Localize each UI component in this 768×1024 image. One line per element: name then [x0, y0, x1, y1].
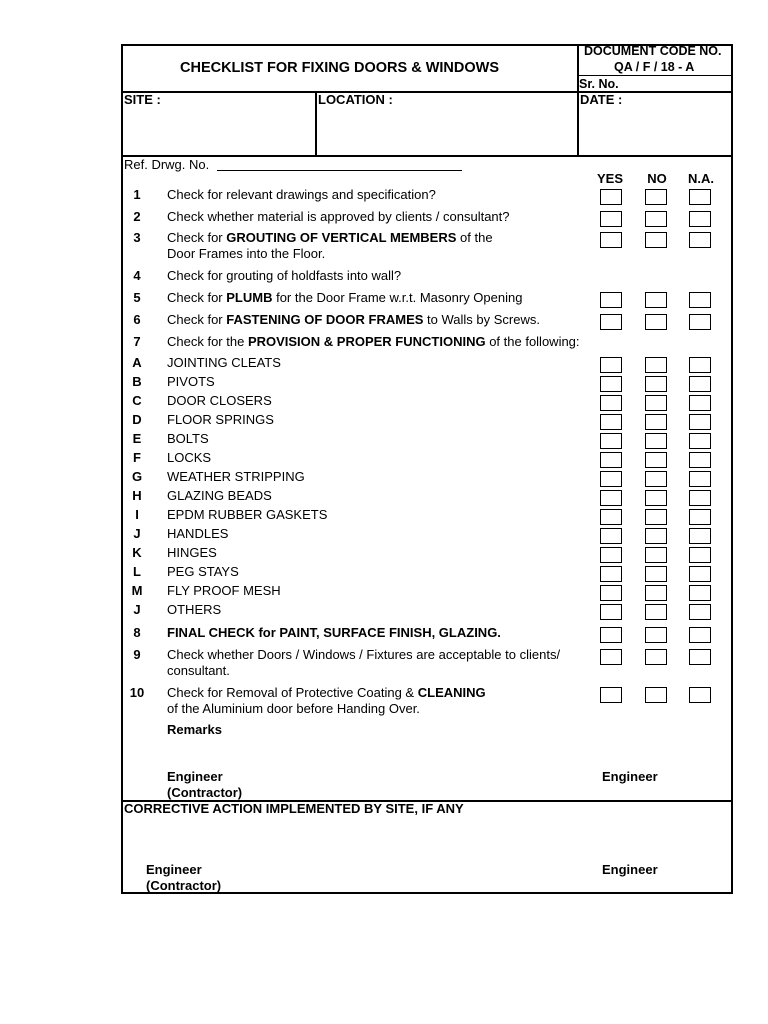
sub-item-8-checkbox-na[interactable]	[689, 509, 711, 525]
item-8-checkbox-na[interactable]	[689, 627, 711, 643]
question-text: Check for the	[167, 334, 248, 349]
sub-item-label: FLY PROOF MESH	[167, 583, 281, 598]
corrective-client-engineer-title: Engineer	[602, 862, 658, 877]
item-number: 8	[133, 625, 141, 640]
item-number: A	[132, 355, 142, 370]
sub-item-4-checkbox-no[interactable]	[645, 433, 667, 449]
item-3-checkbox-yes[interactable]	[600, 232, 622, 248]
item-9-checkbox-no[interactable]	[645, 649, 667, 665]
question-text: PROVISION & PROPER FUNCTIONING	[247, 334, 486, 349]
site-divider	[315, 91, 317, 156]
sub-item-3-checkbox-na[interactable]	[689, 414, 711, 430]
location-label: LOCATION :	[318, 92, 393, 107]
item-5-checkbox-no[interactable]	[645, 292, 667, 308]
item-number: 3	[133, 230, 141, 245]
item-number: B	[132, 374, 142, 389]
sub-item-10-checkbox-no[interactable]	[645, 547, 667, 563]
corrective-contractor-engineer-title: Engineer	[146, 862, 202, 877]
sub-item-4-checkbox-yes[interactable]	[600, 433, 622, 449]
item-question	[167, 290, 522, 306]
sub-item-7-checkbox-yes[interactable]	[600, 490, 622, 506]
sub-item-5-checkbox-no[interactable]	[645, 452, 667, 468]
sub-item-label: BOLTS	[167, 431, 209, 446]
header-bottom-line	[121, 91, 733, 93]
question-text-continued: Door Frames into the Floor.	[167, 246, 326, 261]
question-text: Check for	[167, 230, 227, 245]
sub-item-13-checkbox-no[interactable]	[645, 604, 667, 620]
item-1-checkbox-yes[interactable]	[600, 189, 622, 205]
sub-item-10-checkbox-na[interactable]	[689, 547, 711, 563]
ref-drawing-field[interactable]	[217, 158, 462, 171]
item-2-checkbox-na[interactable]	[689, 211, 711, 227]
item-10-checkbox-na[interactable]	[689, 687, 711, 703]
item-number: H	[132, 488, 142, 503]
item-9-checkbox-na[interactable]	[689, 649, 711, 665]
item-number: M	[131, 583, 143, 598]
date-label: DATE :	[580, 92, 623, 107]
item-question	[167, 647, 560, 679]
sr-no-label: Sr. No.	[579, 77, 619, 91]
corrective-contractor-engineer-sub: (Contractor)	[146, 878, 222, 893]
item-number: F	[133, 450, 141, 465]
contractor-engineer-title: Engineer	[167, 769, 223, 784]
sub-item-13-checkbox-na[interactable]	[689, 604, 711, 620]
item-9-checkbox-yes[interactable]	[600, 649, 622, 665]
site-label: SITE :	[124, 92, 161, 107]
question-text: Check for relevant drawings and specification?	[167, 187, 436, 202]
item-6-checkbox-na[interactable]	[689, 314, 711, 330]
sub-item-9-checkbox-na[interactable]	[689, 528, 711, 544]
item-question	[167, 685, 486, 717]
sub-item-2-checkbox-yes[interactable]	[600, 395, 622, 411]
sub-item-3-checkbox-yes[interactable]	[600, 414, 622, 430]
sub-item-9-checkbox-no[interactable]	[645, 528, 667, 544]
sub-item-5-checkbox-na[interactable]	[689, 452, 711, 468]
sub-item-9-checkbox-yes[interactable]	[600, 528, 622, 544]
corrective-action-label: CORRECTIVE ACTION IMPLEMENTED BY SITE, IF ANY	[124, 801, 464, 816]
item-8-checkbox-no[interactable]	[645, 627, 667, 643]
sub-item-0-checkbox-na[interactable]	[689, 357, 711, 373]
contractor-engineer-sub: (Contractor)	[167, 785, 243, 800]
item-10-checkbox-yes[interactable]	[600, 687, 622, 703]
item-number: G	[131, 469, 143, 484]
sub-item-label: WEATHER STRIPPING	[167, 469, 305, 484]
sub-item-11-checkbox-no[interactable]	[645, 566, 667, 582]
item-question	[167, 230, 493, 262]
sub-item-4-checkbox-na[interactable]	[689, 433, 711, 449]
item-2-checkbox-no[interactable]	[645, 211, 667, 227]
item-number: C	[132, 393, 142, 408]
sub-item-label: FLOOR SPRINGS	[167, 412, 274, 427]
item-number: J	[133, 602, 141, 617]
sub-item-label: PEG STAYS	[167, 564, 239, 579]
sub-item-11-checkbox-yes[interactable]	[600, 566, 622, 582]
item-question	[167, 187, 436, 203]
sub-item-3-checkbox-no[interactable]	[645, 414, 667, 430]
remarks-label: Remarks	[167, 722, 222, 737]
ref-drawing-label: Ref. Drwg. No.	[124, 157, 210, 172]
question-text: of the following:	[485, 334, 580, 349]
item-8-checkbox-yes[interactable]	[600, 627, 622, 643]
question-text-continued: of the Aluminium door before Handing Over.	[167, 701, 420, 716]
question-text: to Walls by Screws.	[423, 312, 540, 327]
item-number: 2	[133, 209, 141, 224]
item-number: 9	[133, 647, 141, 662]
sub-item-5-checkbox-yes[interactable]	[600, 452, 622, 468]
item-number: 7	[133, 334, 141, 349]
item-number: 5	[133, 290, 141, 305]
sub-item-8-checkbox-no[interactable]	[645, 509, 667, 525]
item-question	[167, 268, 401, 284]
question-text: Check for	[167, 290, 227, 305]
question-text: Check for grouting of holdfasts into wall?	[167, 268, 402, 283]
sub-item-label: PIVOTS	[167, 374, 215, 389]
sub-item-2-checkbox-na[interactable]	[689, 395, 711, 411]
item-1-checkbox-na[interactable]	[689, 189, 711, 205]
item-2-checkbox-yes[interactable]	[600, 211, 622, 227]
sub-item-label: HINGES	[167, 545, 217, 560]
item-number: 10	[129, 685, 145, 700]
sub-item-2-checkbox-no[interactable]	[645, 395, 667, 411]
column-no: NO	[647, 171, 667, 186]
item-number: J	[133, 526, 141, 541]
item-5-checkbox-yes[interactable]	[600, 292, 622, 308]
question-text: Check whether Doors / Windows / Fixtures are acceptable to clients/	[167, 647, 561, 662]
sub-item-label: DOOR CLOSERS	[167, 393, 272, 408]
sub-item-7-checkbox-na[interactable]	[689, 490, 711, 506]
sub-item-11-checkbox-na[interactable]	[689, 566, 711, 582]
item-10-checkbox-no[interactable]	[645, 687, 667, 703]
sub-item-label: EPDM RUBBER GASKETS	[167, 507, 328, 522]
sub-item-6-checkbox-na[interactable]	[689, 471, 711, 487]
client-engineer-title: Engineer	[602, 769, 658, 784]
column-yes: YES	[596, 171, 623, 186]
item-number: E	[132, 431, 142, 446]
sub-item-7-checkbox-no[interactable]	[645, 490, 667, 506]
item-3-checkbox-no[interactable]	[645, 232, 667, 248]
item-6-checkbox-yes[interactable]	[600, 314, 622, 330]
question-text-continued: consultant.	[167, 663, 230, 678]
item-question	[167, 625, 501, 641]
doc-code-separator	[577, 75, 733, 76]
item-1-checkbox-no[interactable]	[645, 189, 667, 205]
column-na: N.A.	[688, 171, 714, 186]
item-question	[167, 209, 510, 225]
question-text: GROUTING OF VERTICAL MEMBERS	[226, 230, 457, 245]
sub-item-label: OTHERS	[167, 602, 222, 617]
item-number: D	[132, 412, 142, 427]
sub-item-label: LOCKS	[167, 450, 212, 465]
sub-item-10-checkbox-yes[interactable]	[600, 547, 622, 563]
sub-item-12-checkbox-yes[interactable]	[600, 585, 622, 601]
sub-item-0-checkbox-yes[interactable]	[600, 357, 622, 373]
sub-item-1-checkbox-na[interactable]	[689, 376, 711, 392]
question-text: Check for Removal of Protective Coating &	[167, 685, 418, 700]
question-text: FINAL CHECK for PAINT, SURFACE FINISH, GLAZING.	[167, 625, 501, 640]
sub-item-label: JOINTING CLEATS	[167, 355, 281, 370]
question-text: PLUMB	[226, 290, 273, 305]
question-text: Check whether material is approved by clients / consultant?	[167, 209, 510, 224]
item-number: K	[132, 545, 142, 560]
item-number: 4	[133, 268, 141, 283]
sub-item-6-checkbox-yes[interactable]	[600, 471, 622, 487]
item-number: 1	[133, 187, 141, 202]
item-6-checkbox-no[interactable]	[645, 314, 667, 330]
sub-item-1-checkbox-no[interactable]	[645, 376, 667, 392]
sub-item-label: GLAZING BEADS	[167, 488, 272, 503]
item-question	[167, 312, 540, 328]
item-number: I	[135, 507, 139, 522]
sub-item-1-checkbox-yes[interactable]	[600, 376, 622, 392]
site-bottom-line	[121, 155, 733, 157]
sub-item-12-checkbox-na[interactable]	[689, 585, 711, 601]
sub-item-12-checkbox-no[interactable]	[645, 585, 667, 601]
item-number: 6	[133, 312, 141, 327]
header-divider	[577, 44, 579, 156]
sub-item-6-checkbox-no[interactable]	[645, 471, 667, 487]
item-question	[167, 334, 580, 350]
form-title: CHECKLIST FOR FIXING DOORS & WINDOWS	[180, 60, 499, 76]
sub-item-0-checkbox-no[interactable]	[645, 357, 667, 373]
item-5-checkbox-na[interactable]	[689, 292, 711, 308]
question-text: Check for	[167, 312, 227, 327]
question-text: for the Door Frame w.r.t. Masonry Opening	[272, 290, 523, 305]
doc-code-label: DOCUMENT CODE NO.	[584, 44, 722, 58]
sub-item-label: HANDLES	[167, 526, 229, 541]
question-text: FASTENING OF DOOR FRAMES	[226, 312, 424, 327]
doc-code-value: QA / F / 18 - A	[614, 60, 695, 74]
question-text: CLEANING	[417, 685, 486, 700]
item-number: L	[133, 564, 141, 579]
sub-item-8-checkbox-yes[interactable]	[600, 509, 622, 525]
question-text: of the	[456, 230, 493, 245]
item-3-checkbox-na[interactable]	[689, 232, 711, 248]
sub-item-13-checkbox-yes[interactable]	[600, 604, 622, 620]
